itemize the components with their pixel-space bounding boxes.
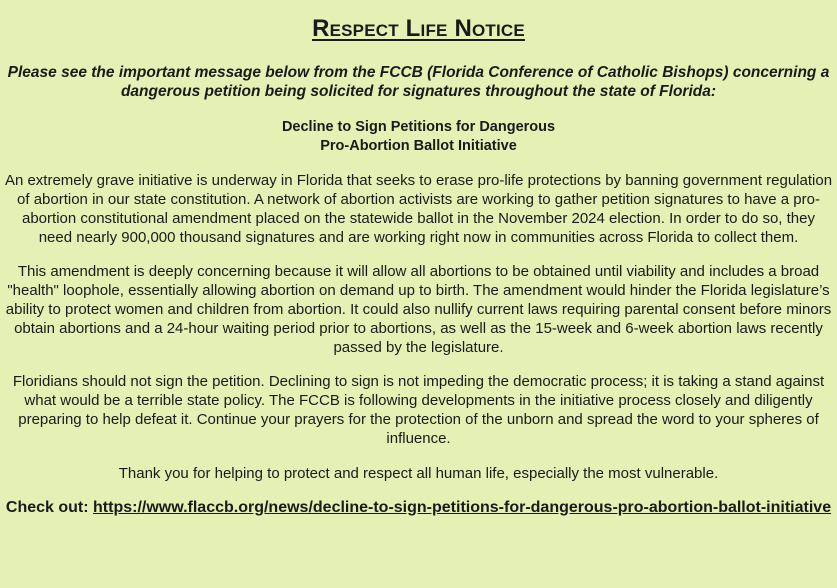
section-heading-line-2: Pro-Abortion Ballot Initiative	[320, 138, 517, 154]
section-heading	[4, 118, 833, 156]
notice-title: Respect Life Notice	[312, 15, 525, 42]
check-out-label: Check out:	[5, 499, 89, 516]
section-heading-line-1: Decline to Sign Petitions for Dangerous	[281, 119, 556, 135]
check-out-line	[4, 497, 833, 518]
paragraph-floridians: Floridians should not sign the petition. Declining to sign is not impeding the democratic process; it is taking a stand against what would be a terrible state policy. The FCCB is following developments in the initiative process closely and diligently preparing to help defeat it. Continue your prayers for the protection of the unborn and spread the word to your spheres of influence.	[12, 373, 825, 447]
intro-text: Please see the important message below from the FCCB (Florida Conference of Catholic Bishops) concerning a dangerous petition being solicited for signatures throughout the state of Florida:	[7, 64, 830, 100]
paragraph-amendment: This amendment is deeply concerning because it will allow all abortions to be obtained until viability and includes a broad "health" loophole, essentially allowing abortion on demand up to birth. The amendment would hinder the Florida legislature’s ability to protect women and children from abortion. It could also nullify current laws requiring parental consent before minors obtain abortions and a 24-hour waiting period prior to abortions, as well as the 15-week and 6-week abortion laws recently passed by the legislature.	[5, 263, 832, 356]
fccb-article-link[interactable]: https://www.flaccb.org/news/decline-to-sign-petitions-for-dangerous-pro-abortion-ballot-initiative	[93, 499, 832, 516]
paragraph-thanks: Thank you for helping to protect and respect all human life, especially the most vulnerable.	[118, 465, 719, 482]
paragraph-initiative: An extremely grave initiative is underway in Florida that seeks to erase pro-life protections by banning government regulation of abortion in our state constitution. A network of abortion activists are working to gather petition signatures to have a pro-abortion constitutional amendment placed on the statewide ballot in the November 2024 election. In order to do so, they need nearly 900,000 thousand signatures and are working right now in communities across Florida to collect them.	[4, 172, 833, 246]
